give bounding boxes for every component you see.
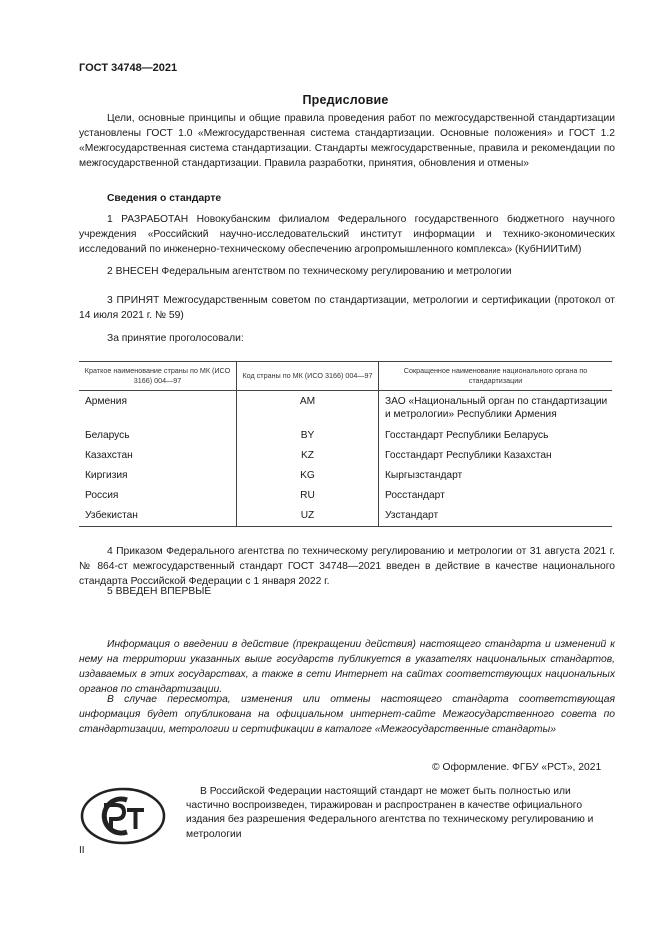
code-cell: UZ [237, 506, 379, 527]
code-cell: KG [237, 466, 379, 486]
country-cell: Армения [85, 396, 127, 407]
table-row [79, 426, 612, 446]
note-1-text: Информация о введении в действие (прекращении действия) настоящего стандарта и изменений к нему на территории указанных выше государств публикуется в указателях национальных стандартов, издаваемых в этих государствах, а также в сети Интернет на сайтах соответствующих национальных органов по стандартизации. [79, 639, 615, 695]
rst-logo-icon [80, 786, 166, 846]
body-cell: Кыргызстандарт [379, 466, 613, 486]
body-cell: Росстандарт [379, 486, 613, 506]
final-notice-text: В Российской Федерации настоящий стандарт не может быть полностью или частично воспроизведен, тиражирован и распространен в качестве официального издания без разрешения Федерального агентства по техническому регулированию и метрологии [186, 786, 594, 840]
document-code: ГОСТ 34748—2021 [79, 62, 178, 74]
item-3 [79, 293, 615, 323]
body-cell: Госстандарт Республики Казахстан [379, 446, 613, 466]
intro-text: Цели, основные принципы и общие правила проведения работ по межгосударственной стандартизации установлены ГОСТ 1.0 «Межгосударственная система стандартизации. Основные положения» и ГОСТ 1.2 «Межгосударственная система стандартизации. Стандарты межгосударственные, правила и рекомендации по межгосударственной стандартизации. Правила разработки, принятия, обновления и отмены» [79, 113, 615, 169]
item-4 [79, 544, 615, 589]
body-cell: Госстандарт Республики Беларусь [379, 426, 613, 446]
header-country: Краткое наименование страны по МК (ИСО 3166) 004—97 [79, 362, 237, 391]
item-1-text: 1 РАЗРАБОТАН Новокубанским филиалом Федерального государственного бюджетного научного учреждения «Российский научно-исследовательский институт информации и технико-экономических исследований по инженерно-техническому обеспечению агропромышленного комплекса» (КубНИИТиМ) [79, 214, 615, 255]
table-row [79, 466, 612, 486]
page-title: Предисловие [302, 93, 389, 107]
table-row [79, 506, 612, 527]
voted-label: За принятие проголосовали: [107, 333, 244, 344]
rst-logo [80, 786, 166, 851]
intro-paragraph [79, 111, 615, 171]
header-code: Код страны по МК (ИСО 3166) 004—97 [237, 362, 379, 391]
code-cell: KZ [237, 446, 379, 466]
table-row [79, 486, 612, 506]
country-cell: Узбекистан [79, 506, 237, 527]
table-header-row [79, 362, 612, 391]
country-cell: Россия [85, 490, 119, 501]
item-4-text: 4 Приказом Федерального агентства по техническому регулированию и метрологии от 31 августа 2021 г. № 864-ст межгосударственный стандарт ГОСТ 34748—2021 введен в действие в качестве национального стандарта Российской Федерации с 1 января 2022 г. [79, 546, 615, 587]
code-cell: AM [237, 391, 379, 427]
code-cell: RU [237, 486, 379, 506]
country-cell: Беларусь [85, 430, 130, 441]
item-1 [79, 212, 615, 257]
info-heading: Сведения о стандарте [107, 193, 222, 204]
table-row [79, 391, 612, 427]
table-row [79, 446, 612, 466]
copyright-line: © Оформление. ФГБУ «РСТ», 2021 [432, 762, 602, 773]
country-cell: Казахстан [85, 450, 133, 461]
item-5: 5 ВВЕДЕН ВПЕРВЫЕ [107, 586, 212, 597]
header-body: Сокращенное наименование национального органа по стандартизации [379, 362, 613, 391]
page-number: II [79, 845, 85, 856]
code-cell: BY [237, 426, 379, 446]
body-cell: ЗАО «Национальный орган по стандартизации и метрологии» Республики Армения [379, 391, 613, 427]
body-cell: Узстандарт [379, 506, 613, 527]
note-2-text: В случае пересмотра, изменения или отмены настоящего стандарта соответствующая информация будет опубликована на официальном интернет-сайте Межгосударственного совета по стандартизации, метрологии и сертификации в каталоге «Межгосударственные стандарты» [79, 694, 615, 735]
item-3-text: 3 ПРИНЯТ Межгосударственным советом по стандартизации, метрологии и сертификации (протокол от 14 июля 2021 г. № 59) [79, 295, 615, 321]
item-2: 2 ВНЕСЕН Федеральным агентством по техническому регулированию и метрологии [107, 266, 512, 277]
final-notice [186, 785, 613, 842]
note-2 [79, 692, 615, 737]
country-cell: Киргизия [85, 470, 128, 481]
voting-table [79, 361, 612, 527]
note-1 [79, 637, 615, 697]
